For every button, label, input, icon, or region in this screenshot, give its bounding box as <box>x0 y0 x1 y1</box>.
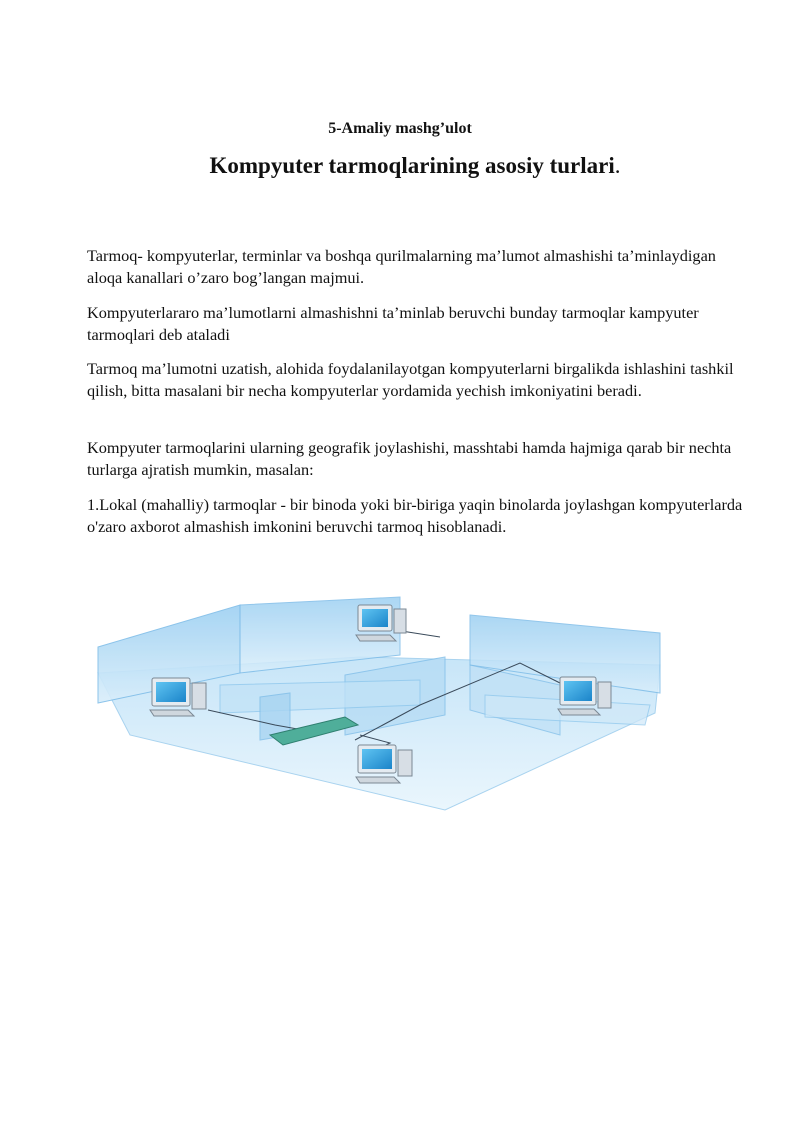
paragraph-network-capabilities: Tarmoq ma’lumotni uzatish, alohida foydalanilayotgan kompyuterlarni birgalikda ishlashini tashkil qilish, bitta masalani bir necha kompyuterlar yordamida yechish imkoniyatini beradi. <box>87 359 734 400</box>
local-network-illustration <box>90 585 710 815</box>
paragraph-computer-networks: Kompyuterlararo ma’lumotlarni almashishni ta’minlab beruvchi bunday tarmoqlar kampyuter tarmoqlari deb ataladi <box>87 303 699 344</box>
page-title <box>0 153 800 179</box>
title-period: . <box>614 153 621 178</box>
paragraph-definition: Tarmoq- kompyuterlar, terminlar va boshqa qurilmalarning ma’lumot almashishi ta’minlaydigan aloqa kanallari o’zaro bog’langan majmui. <box>87 246 716 287</box>
paragraph-local-networks: 1.Lokal (mahalliy) tarmoqlar - bir binoda yoki bir-biriga yaqin binolarda joylashgan kompyuterlarda o'zaro axborot almashish imkonini beruvchi tarmoq hisoblanadi. <box>87 495 743 536</box>
title-text: Kompyuter tarmoqlarining asosiy turlari <box>209 153 615 178</box>
paragraph-network-types: Kompyuter tarmoqlarini ularning geografik joylashishi, masshtabi hamda hajmiga qarab bir nechta turlarga ajratish mumkin, masalan: <box>87 438 732 479</box>
lesson-subtitle: 5-Amaliy mashg’ulot <box>328 120 472 137</box>
